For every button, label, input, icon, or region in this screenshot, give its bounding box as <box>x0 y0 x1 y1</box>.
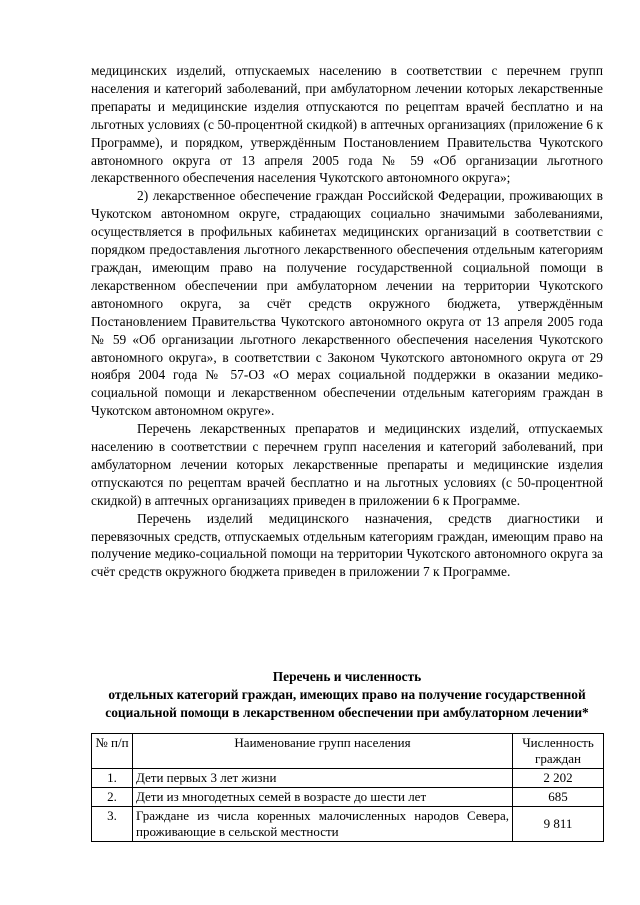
paragraph-continuation: медицинских изделий, отпускаемых населению в соответствии с перечнем групп населения и категорий заболеваний, при амбулаторном лечении которых лекарственные препараты и медицинские изделия отпускаются по рецептам врачей бесплатно и на льготных условиях (с 50-процентной скидкой) в аптечных организациях (приложение 6 к Программе), и порядком, утверждённым Постановлением Правительства Чукотского автономного округа от 13 апреля 2005 года № 59 «Об организации льготного лекарственного обеспечения населения Чукотского автономного округа»; <box>91 63 603 186</box>
heading-line-1: Перечень и численность <box>272 669 422 684</box>
row-group-name: Дети первых 3 лет жизни <box>133 769 513 788</box>
heading-line-2: отдельных категорий граждан, имеющих право на получение государственной <box>108 686 586 702</box>
table-header-row <box>92 734 604 769</box>
table-row <box>92 769 604 788</box>
table-row <box>92 788 604 807</box>
row-number: 1. <box>92 769 133 788</box>
heading-line-3: социальной помощи в лекарственном обеспечении при амбулаторном лечении* <box>105 704 589 720</box>
row-count: 685 <box>513 788 604 807</box>
row-count: 2 202 <box>513 769 604 788</box>
row-group-name: Дети из многодетных семей в возрасте до шести лет <box>133 788 513 807</box>
table-row <box>92 807 604 842</box>
header-count: Численность граждан <box>513 734 604 769</box>
row-group-name: Граждане из числа коренных малочисленных народов Севера, проживающие в сельской местности <box>133 807 513 842</box>
paragraph-item-2: 2) лекарственное обеспечение граждан Российской Федерации, проживающих в Чукотском автономном округе, страдающих социально значимыми заболеваниями, осуществляется в профильных кабинетах медицинских организаций в соответствии с порядком предоставления льготного лекарственного обеспечения отдельным категориям граждан, имеющим право на получение государственной социальной помощи в лекарственном обеспечении при амбулаторном лечении на территории Чукотского автономного округа, за счёт средств окружного бюджета, утверждённым Постановлением Правительства Чукотского автономного округа от 13 апреля 2005 года № 59 «Об организации льготного лекарственного обеспечения населения Чукотского автономного округа», в соответствии с Законом Чукотского автономного округа от 29 ноября 2004 года № 57-ОЗ «О мерах социальной поддержки в оказании медико-социальной помощи и лекарственном обеспечении отдельным категориям граждан в Чукотском автономном округе». <box>91 188 603 419</box>
paragraph-medicines-list: Перечень лекарственных препаратов и медицинских изделий, отпускаемых населению в соответствии с перечнем групп населения и категорий заболеваний, при амбулаторном лечении которых лекарственные препараты и медицинские изделия отпускаются по рецептам врачей бесплатно и на льготных условиях (с 50-процентной скидкой) в аптечных организациях приведен в приложении 6 к Программе. <box>91 421 603 508</box>
header-group-name: Наименование групп населения <box>133 734 513 769</box>
row-number: 3. <box>92 807 133 842</box>
paragraph-medical-products-list: Перечень изделий медицинского назначения, средств диагностики и перевязочных средств, отпускаемых отдельным категориям граждан, имеющим право на получение медико-социальной помощи на территории Чукотского автономного округа за счёт средств окружного бюджета приведен в приложении 7 к Программе. <box>91 510 603 580</box>
table-heading <box>91 668 603 722</box>
body-text <box>91 62 603 581</box>
population-groups-table <box>91 733 604 842</box>
header-number: № п/п <box>92 734 133 769</box>
row-number: 2. <box>92 788 133 807</box>
row-count: 9 811 <box>513 807 604 842</box>
